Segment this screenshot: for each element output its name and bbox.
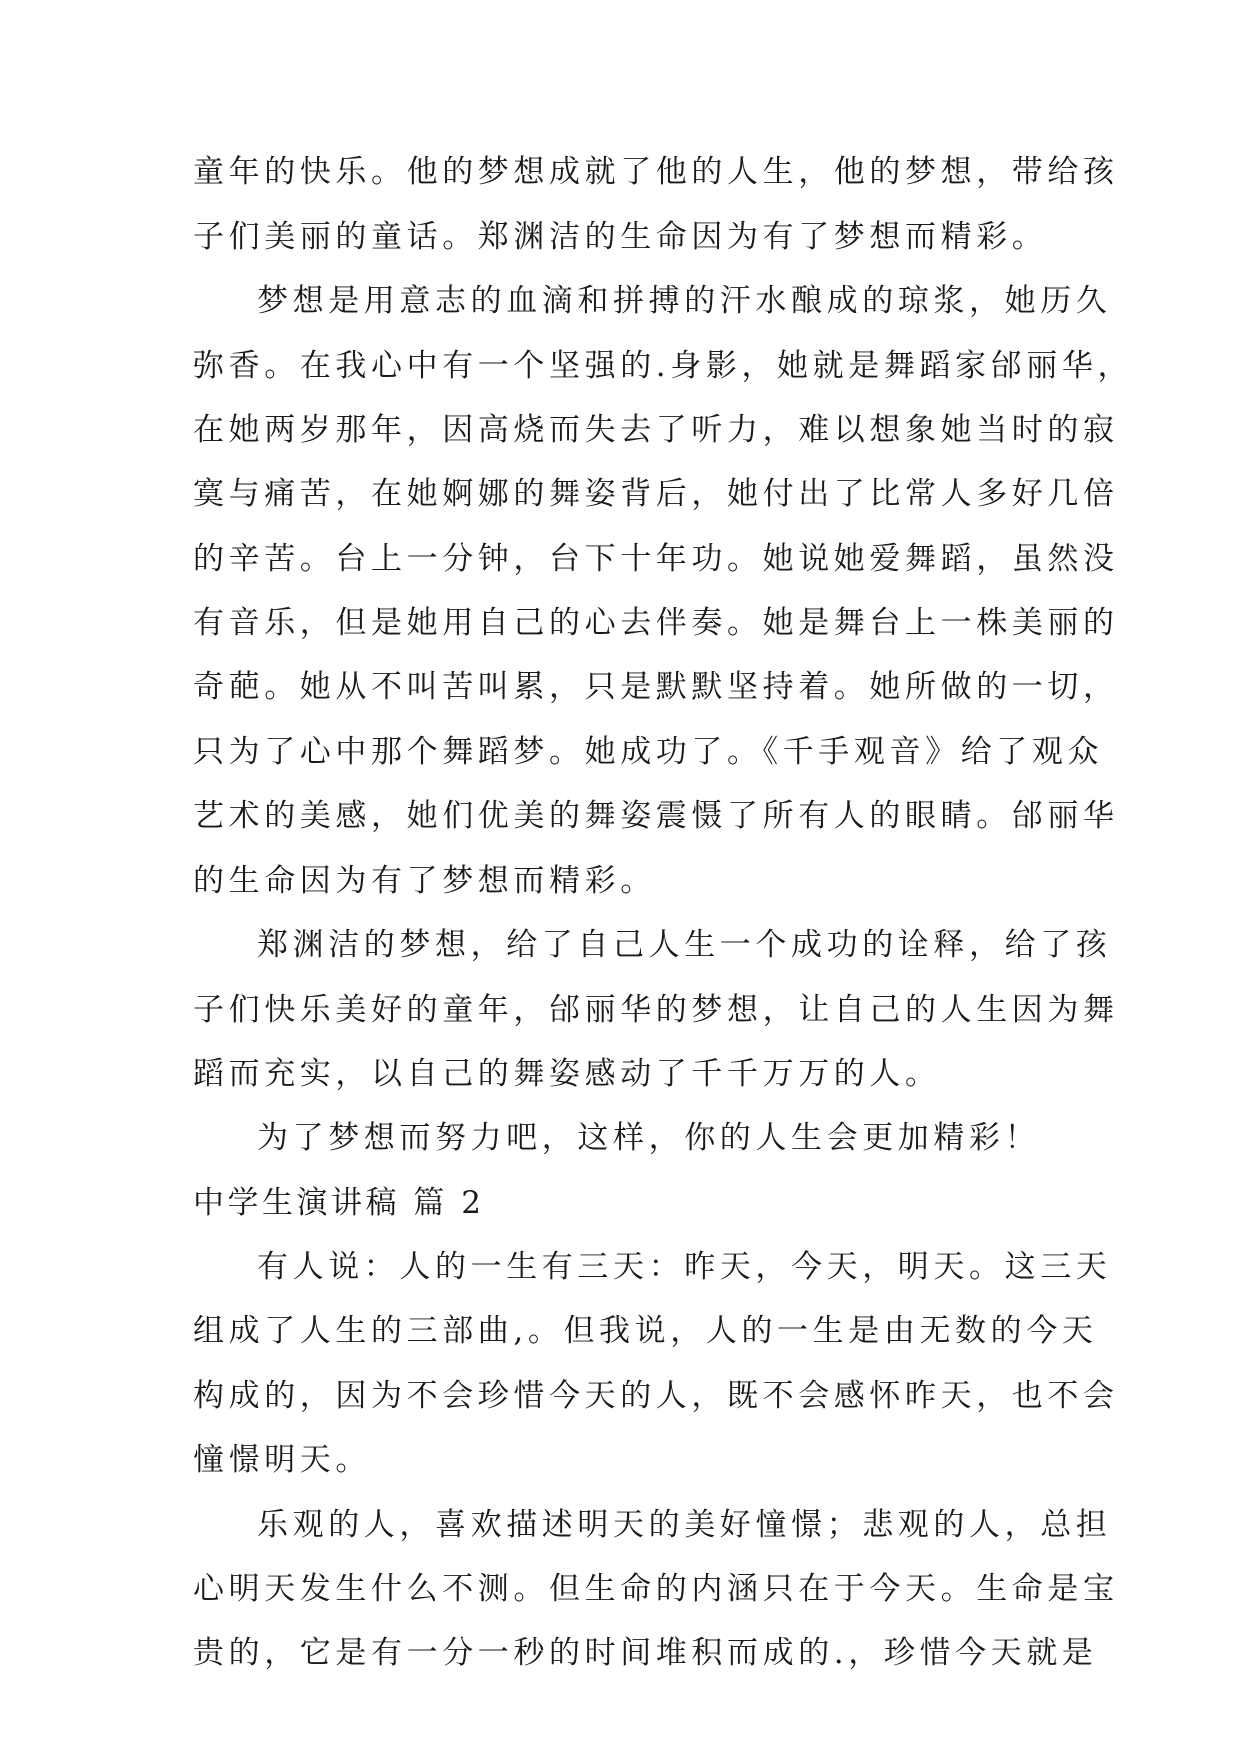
- text-line: 有音乐，但是她用自己的心去伴奏。她是舞台上一株美丽的: [193, 605, 1119, 641]
- paragraph-start-line: 梦想是用意志的血滴和拼搏的汗水酿成的琼浆，她历久: [257, 283, 1112, 319]
- text-line: 蹈而充实，以自己的舞姿感动了千千万万的人。: [193, 1056, 941, 1092]
- text-line: 童年的快乐。他的梦想成就了他的人生，他的梦想，带给孩: [193, 154, 1119, 190]
- paragraph-start-line: 乐观的人，喜欢描述明天的美好憧憬；悲观的人，总担: [257, 1507, 1112, 1543]
- text-line: 的辛苦。台上一分钟，台下十年功。她说她爱舞蹈，虽然没: [193, 541, 1119, 577]
- text-line: 只为了心中那个舞蹈梦。她成功了。《千手观音》给了观众: [193, 734, 1104, 770]
- text-line: 弥香。在我心中有一个坚强的.身影，她就是舞蹈家邰丽华，: [193, 348, 1134, 384]
- text-line: 的生命因为有了梦想而精彩。: [193, 863, 656, 899]
- paragraph-start-line: 为了梦想而努力吧，这样，你的人生会更加精彩！: [257, 1120, 1041, 1156]
- text-line: 艺术的美感，她们优美的舞姿震慑了所有人的眼睛。邰丽华: [193, 798, 1119, 834]
- text-line: 子们快乐美好的童年，邰丽华的梦想，让自己的人生因为舞: [193, 992, 1119, 1028]
- text-line: 贵的，它是有一分一秒的时间堆积而成的.，珍惜今天就是: [193, 1635, 1098, 1671]
- text-line: 寞与痛苦，在她婀娜的舞姿背后，她付出了比常人多好几倍: [193, 476, 1119, 512]
- text-line: 憧憬明天。: [193, 1442, 371, 1478]
- text-line: 组成了人生的三部曲,。但我说，人的一生是由无数的今天: [193, 1313, 1098, 1349]
- text-line: 心明天发生什么不测。但生命的内涵只在于今天。生命是宝: [193, 1571, 1119, 1607]
- section-heading: 中学生演讲稿 篇 2: [193, 1185, 485, 1221]
- paragraph-start-line: 有人说：人的一生有三天：昨天，今天，明天。这三天: [257, 1249, 1112, 1285]
- text-line: 奇葩。她从不叫苦叫累，只是默默坚持着。她所做的一切，: [193, 669, 1119, 705]
- text-line: 构成的，因为不会珍惜今天的人，既不会感怀昨天，也不会: [193, 1378, 1119, 1414]
- text-line: 子们美丽的童话。郑渊洁的生命因为有了梦想而精彩。: [193, 219, 1048, 255]
- paragraph-start-line: 郑渊洁的梦想，给了自己人生一个成功的诠释，给了孩: [257, 927, 1112, 963]
- text-line: 在她两岁那年，因高烧而失去了听力，难以想象她当时的寂: [193, 412, 1119, 448]
